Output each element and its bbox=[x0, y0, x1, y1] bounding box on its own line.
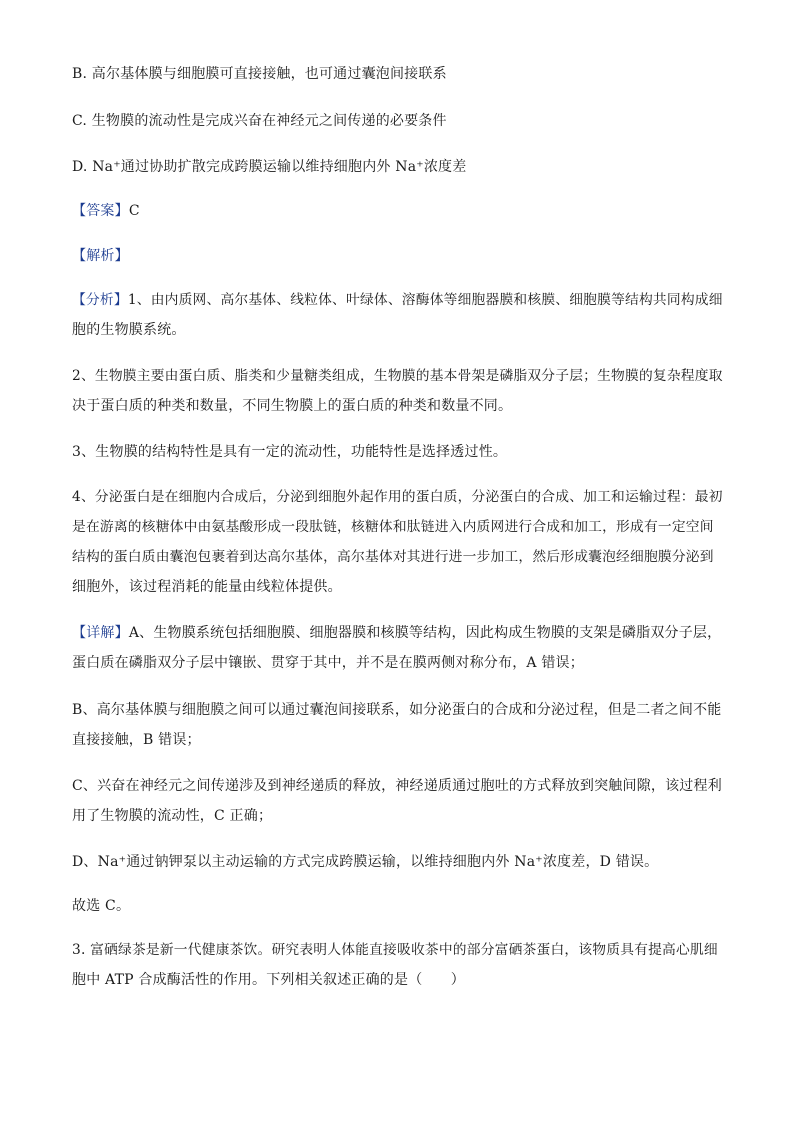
fenxi-p4-l4: 细胞外，该过程消耗的能量由线粒体提供。 bbox=[72, 579, 342, 595]
xiangjie-c-l2: 用了生物膜的流动性，C 正确； bbox=[72, 808, 273, 824]
conclusion: 故选 C。 bbox=[72, 898, 131, 914]
xiangjie-d-l1: D、Na⁺通过钠钾泵以主动运输的方式完成跨膜运输，以维持细胞内外 Na⁺浓度差，D 错误。 bbox=[72, 854, 659, 870]
fenxi-p4-l1: 4、分泌蛋白是在细胞内合成后，分泌到细胞外起作用的蛋白质，分泌蛋白的合成、加工和运输过程：最初 bbox=[72, 489, 723, 505]
xiangjie-a-l2: 蛋白质在磷脂双分子层中镶嵌、贯穿于其中，并不是在膜两侧对称分布，A 错误； bbox=[72, 655, 584, 671]
answer-value: C bbox=[128, 203, 140, 219]
xiangjie-b-l1: B、高尔基体膜与细胞膜之间可以通过囊泡间接联系，如分泌蛋白的合成和分泌过程，但是二者之间不能 bbox=[72, 702, 722, 718]
question-3-l2: 胞中 ATP 合成酶活性的作用。下列相关叙述正确的是（ ） bbox=[72, 972, 466, 988]
xiangjie-c-l1: C、兴奋在神经元之间传递涉及到神经递质的释放，神经递质通过胞吐的方式释放到突触间隙，该过程利 bbox=[72, 778, 722, 794]
answer-line bbox=[72, 201, 140, 221]
fenxi-p1-l2: 胞的生物膜系统。 bbox=[72, 322, 186, 338]
fenxi-p4-l3: 结构的蛋白质由囊泡包裹着到达高尔基体，高尔基体对其进行进一步加工，然后形成囊泡经细胞膜分泌到 bbox=[72, 549, 714, 565]
xiangjie-b-l2: 直接接触，B 错误； bbox=[72, 732, 201, 748]
fenxi-p2-l1: 2、生物膜主要由蛋白质、脂类和少量糖类组成，生物膜的基本骨架是磷脂双分子层；生物膜的复杂程度取 bbox=[72, 368, 723, 384]
analysis-heading bbox=[72, 246, 129, 266]
fenxi-label: 【分析】 bbox=[72, 292, 128, 308]
fenxi-p4-l2: 是在游离的核糖体中由氨基酸形成一段肽链，核糖体和肽链进入内质网进行合成和加工，形成有一定空间 bbox=[72, 519, 714, 535]
xiangjie-a-l1: A、生物膜系统包括细胞膜、细胞器膜和核膜等结构，因此构成生物膜的支架是磷脂双分子层， bbox=[128, 625, 722, 641]
option-c: C. 生物膜的流动性是完成兴奋在神经元之间传递的必要条件 bbox=[72, 113, 447, 129]
option-d: D. Na⁺通过协助扩散完成跨膜运输以维持细胞内外 Na⁺浓度差 bbox=[72, 159, 467, 175]
fenxi-p1-l1: 1、由内质网、高尔基体、线粒体、叶绿体、溶酶体等细胞器膜和核膜、细胞膜等结构共同构成细 bbox=[127, 292, 723, 308]
fenxi-p2-l2: 决于蛋白质的种类和数量，不同生物膜上的蛋白质的种类和数量不同。 bbox=[72, 398, 513, 414]
answer-label: 【答案】 bbox=[72, 203, 129, 219]
analysis-label: 【解析】 bbox=[72, 248, 129, 264]
fenxi-p3-l1: 3、生物膜的结构特性是具有一定的流动性，功能特性是选择透过性。 bbox=[72, 444, 508, 460]
fenxi-line-1 bbox=[72, 290, 723, 310]
option-b: B. 高尔基体膜与细胞膜可直接接触，也可通过囊泡间接联系 bbox=[72, 66, 447, 82]
xiangjie-line-1 bbox=[72, 623, 721, 643]
xiangjie-label: 【详解】 bbox=[72, 625, 129, 641]
question-3-l1: 3. 富硒绿茶是新一代健康茶饮。研究表明人体能直接吸收茶中的部分富硒茶蛋白，该物质具有提高心肌细 bbox=[72, 942, 718, 958]
